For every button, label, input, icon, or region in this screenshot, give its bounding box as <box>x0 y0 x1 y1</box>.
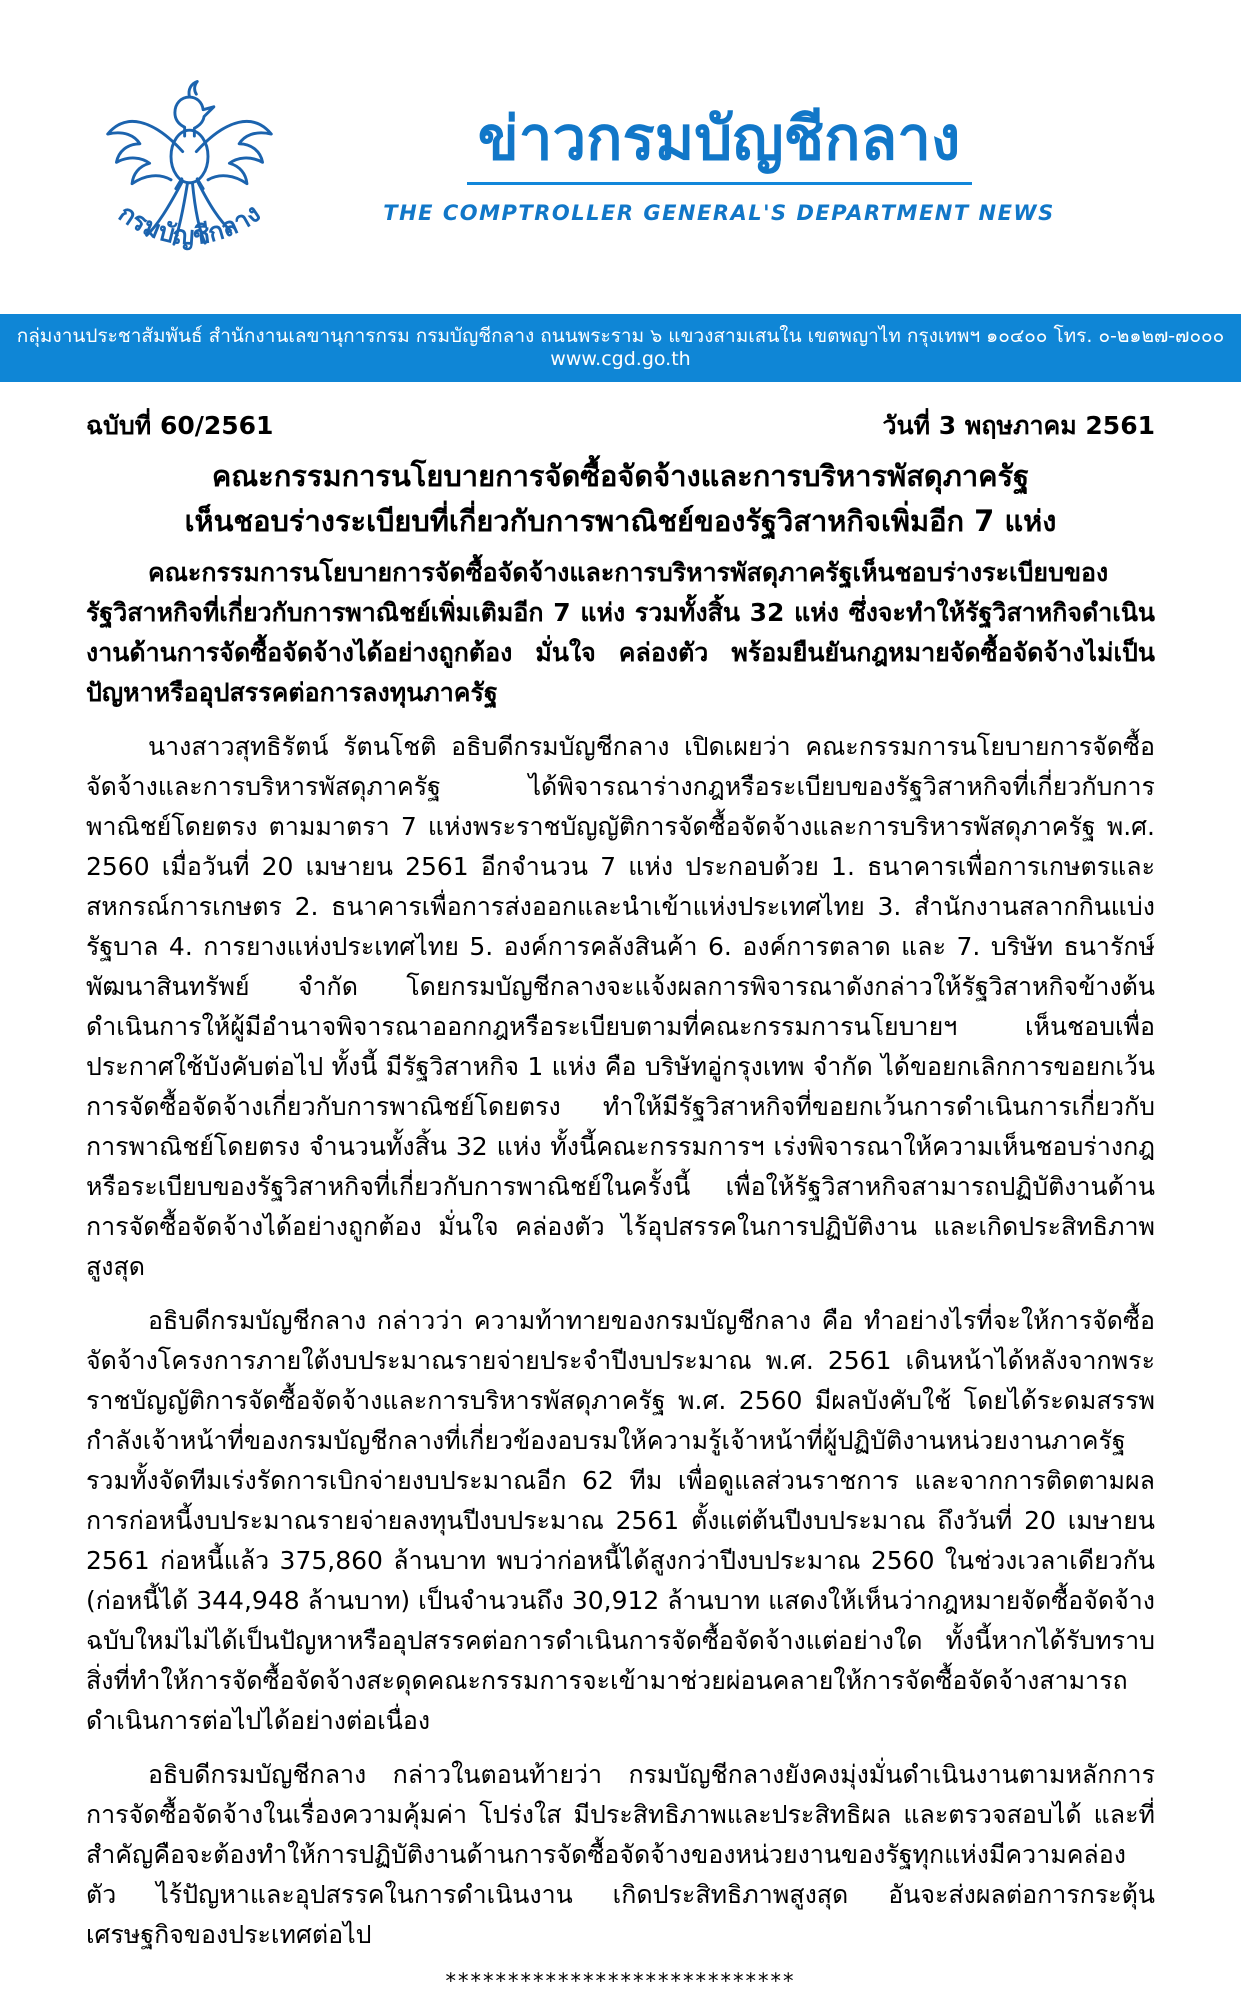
issue-date: วันที่ 3 พฤษภาคม 2561 <box>882 410 1155 440</box>
headline <box>86 454 1155 544</box>
title-underline <box>467 182 972 185</box>
news-title-thai: ข่าวกรมบัญชีกลาง <box>477 104 961 174</box>
masthead-title-block <box>287 106 1151 225</box>
department-seal <box>92 62 287 284</box>
end-separator: **************************** <box>445 1969 796 1993</box>
body-paragraph-3: อธิบดีกรมบัญชีกลาง กล่าวในตอนท้ายว่า กรมบัญชีกลางยังคงมุ่งมั่นดำเนินงานตามหลักการการจัดซื้อจัดจ้างในเรื่องความคุ้มค่า โปร่งใส มีประสิทธิภาพและประสิทธิผล และตรวจสอบได้ และที่สำคัญคือจะต้องทำให้การปฏิบัติงานด้านการจัดซื้อจัดจ้างของหน่วยงานของรัฐทุกแห่งมีความคล่องตัว ไร้ปัญหาและอุปสรรคในการดำเนินงาน เกิดประสิทธิภาพสูงสุด อันจะส่งผลต่อการกระตุ้นเศรษฐกิจของประเทศต่อไป <box>86 1760 1155 1950</box>
meta-row <box>86 406 1155 446</box>
seal-caption: กรมบัญชีกลาง <box>113 198 266 251</box>
svg-text:กรมบัญชีกลาง <box>113 198 265 250</box>
document-body <box>0 382 1241 1993</box>
issue-number: ฉบับที่ 60/2561 <box>86 410 274 440</box>
body-paragraph-1: นางสาวสุทธิรัตน์ รัตนโชติ อธิบดีกรมบัญชีกลาง เปิดเผยว่า คณะกรรมการนโยบายการจัดซื้อจัดจ้างและการบริหารพัสดุภาครัฐ ได้พิจารณาร่างกฎหรือระเบียบของรัฐวิสาหกิจที่เกี่ยวกับการพาณิชย์โดยตรง ตามมาตรา 7 แห่งพระราชบัญญัติการจัดซื้อจัดจ้างและการบริหารพัสดุภาครัฐ พ.ศ. 2560 เมื่อวันที่ 20 เมษายน 2561 อีกจำนวน 7 แห่ง ประกอบด้วย 1. ธนาคารเพื่อการเกษตรและสหกรณ์การเกษตร 2. ธนาคารเพื่อการส่งออกและนำเข้าแห่งประเทศไทย 3. สำนักงานสลากกินแบ่งรัฐบาล 4. การยางแห่งประเทศไทย 5. องค์การคลังสินค้า 6. องค์การตลาด และ 7. บริษัท ธนารักษ์พัฒนาสินทรัพย์ จำกัด โดยกรมบัญชีกลางจะแจ้งผลการพิจารณาดังกล่าวให้รัฐวิสาหกิจข้างต้น ดำเนินการให้ผู้มีอำนาจพิจารณาออกกฎหรือระเบียบตามที่คณะกรรมการนโยบายฯ เห็นชอบเพื่อประกาศใช้บังคับต่อไป ทั้งนี้ มีรัฐวิสาหกิจ 1 แห่ง คือ บริษัทอู่กรุงเทพ จำกัด ได้ขอยกเลิกการขอยกเว้นการจัดซื้อจัดจ้างเกี่ยวกับการพาณิชย์โดยตรง ทำให้มีรัฐวิสาหกิจที่ขอยกเว้นการดำเนินการเกี่ยวกับการพาณิชย์โดยตรง จำนวนทั้งสิ้น 32 แห่ง ทั้งนี้คณะกรรมการฯ เร่งพิจารณาให้ความเห็นชอบร่างกฎหรือระเบียบของรัฐวิสาหกิจที่เกี่ยวกับการพาณิชย์ในครั้งนี้ เพื่อให้รัฐวิสาหกิจสามารถปฏิบัติงานด้านการจัดซื้อจัดจ้างได้อย่างถูกต้อง มั่นใจ คล่องตัว ไร้อุปสรรคในการปฏิบัติงาน และเกิดประสิทธิภาพสูงสุด <box>86 732 1155 1282</box>
garuda-bird-icon <box>92 62 287 284</box>
headline-line-2: เห็นชอบร่างระเบียบที่เกี่ยวกับการพาณิชย์ของรัฐวิสาหกิจเพิ่มอีก 7 แห่ง <box>184 503 1057 538</box>
lead-paragraph: คณะกรรมการนโยบายการจัดซื้อจัดจ้างและการบริหารพัสดุภาครัฐเห็นชอบร่างระเบียบของรัฐวิสาหกิจที่เกี่ยวกับการพาณิชย์เพิ่มเติมอีก 7 แห่ง รวมทั้งสิ้น 32 แห่ง ซึ่งจะทำให้รัฐวิสาหกิจดำเนินงานด้านการจัดซื้อจัดจ้างได้อย่างถูกต้อง มั่นใจ คล่องตัว พร้อมยืนยันกฎหมายจัดซื้อจัดจ้างไม่เป็นปัญหาหรืออุปสรรคต่อการลงทุนภาครัฐ <box>86 558 1155 708</box>
news-title-english: THE COMPTROLLER GENERAL'S DEPARTMENT NEWS <box>383 201 1055 225</box>
masthead <box>0 0 1241 284</box>
body-paragraph-2: อธิบดีกรมบัญชีกลาง กล่าวว่า ความท้าทายของกรมบัญชีกลาง คือ ทำอย่างไรที่จะให้การจัดซื้อจัดจ้างโครงการภายใต้งบประมาณรายจ่ายประจำปีงบประมาณ พ.ศ. 2561 เดินหน้าได้หลังจากพระราชบัญญัติการจัดซื้อจัดจ้างและการบริหารพัสดุภาครัฐ พ.ศ. 2560 มีผลบังคับใช้ โดยได้ระดมสรรพกำลังเจ้าหน้าที่ของกรมบัญชีกลางที่เกี่ยวข้องอบรมให้ความรู้เจ้าหน้าที่ผู้ปฏิบัติงานหน่วยงานภาครัฐ รวมทั้งจัดทีมเร่งรัดการเบิกจ่ายงบประมาณอีก 62 ทีม เพื่อดูแลส่วนราชการ และจากการติดตามผลการก่อหนี้งบประมาณรายจ่ายลงทุนปีงบประมาณ 2561 ตั้งแต่ต้นปีงบประมาณ ถึงวันที่ 20 เมษายน 2561 ก่อหนี้แล้ว 375,860 ล้านบาท พบว่าก่อหนี้ได้สูงกว่าปีงบประมาณ 2560 ในช่วงเวลาเดียวกัน (ก่อหนี้ได้ 344,948 ล้านบาท) เป็นจำนวนถึง 30,912 ล้านบาท แสดงให้เห็นว่ากฎหมายจัดซื้อจัดจ้างฉบับใหม่ไม่ได้เป็นปัญหาหรืออุปสรรคต่อการดำเนินการจัดซื้อจัดจ้างแต่อย่างใด ทั้งนี้หากได้รับทราบสิ่งที่ทำให้การจัดซื้อจัดจ้างสะดุดคณะกรรมการจะเข้ามาช่วยผ่อนคลายให้การจัดซื้อจัดจ้างสามารถดำเนินการต่อไปได้อย่างต่อเนื่อง <box>86 1306 1155 1736</box>
address-bar: กลุ่มงานประชาสัมพันธ์ สำนักงานเลขานุการกรม กรมบัญชีกลาง ถนนพระราม ๖ แขวงสามเสนใน เขตพญาไท กรุงเทพฯ ๑๐๔๐๐ โทร. ๐-๒๑๒๗-๗๐๐๐ www.cgd.go.th <box>0 314 1241 382</box>
headline-line-1: คณะกรรมการนโยบายการจัดซื้อจัดจ้างและการบริหารพัสดุภาครัฐ <box>211 458 1030 493</box>
